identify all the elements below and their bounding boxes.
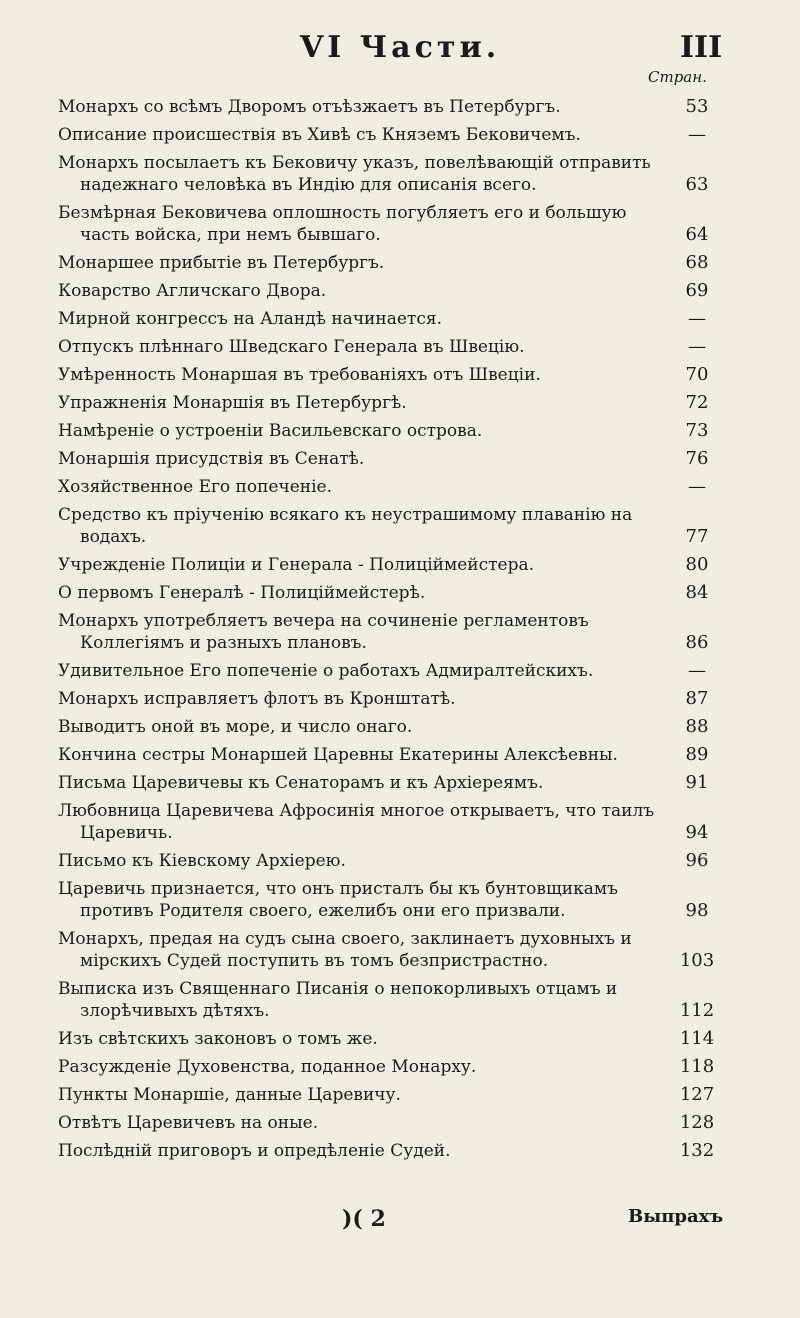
catchword: Выпрахъ xyxy=(628,1206,724,1227)
toc-entry-title: Письмо къ Кіевскому Архіерею. xyxy=(58,851,346,871)
toc-entry xyxy=(58,152,720,196)
toc-entry-page: 73 xyxy=(685,420,709,441)
toc-entry xyxy=(58,124,720,146)
toc-entry-page: 69 xyxy=(685,280,709,301)
toc-entry-title: Средство къ пріученію всякаго къ неустрашимому плаванію на водахъ. xyxy=(58,505,633,547)
toc-entry-title: Пункты Монаршіе, данные Царевичу. xyxy=(58,1085,401,1105)
toc-entry-page: 114 xyxy=(679,1028,715,1049)
toc-entry-page: 63 xyxy=(685,174,709,195)
toc-entry-page: 89 xyxy=(685,744,709,765)
toc-entry-title: Монархъ исправляетъ флотъ въ Кронштатѣ. xyxy=(58,689,456,709)
toc-entry-title: Удивительное Его попеченіе о работахъ Адмиралтейскихъ. xyxy=(58,661,594,681)
toc-entry xyxy=(58,554,720,576)
toc-entry-title: Письма Царевичевы къ Сенаторамъ и къ Архіереямъ. xyxy=(58,773,544,793)
toc-entry xyxy=(58,1056,720,1078)
page-number: III xyxy=(680,30,723,65)
toc-entry xyxy=(58,1084,720,1106)
toc-entry-page: 70 xyxy=(685,364,709,385)
toc-entry xyxy=(58,448,720,470)
toc-entry-title: Кончина сестры Монаршей Царевны Екатерины Алексѣевны. xyxy=(58,745,618,765)
toc-entry-title: Монархъ, предая на судъ сына своего, заклинаетъ духовныхъ и мірскихъ Судей поступить въ томъ безпристрастно. xyxy=(58,929,632,971)
toc-entry-page: 53 xyxy=(685,96,709,117)
toc-entry xyxy=(58,688,720,710)
toc-entry xyxy=(58,252,720,274)
toc-entry xyxy=(58,336,720,358)
toc-entry xyxy=(58,978,720,1022)
toc-entry xyxy=(58,392,720,414)
table-of-contents xyxy=(58,96,720,1168)
toc-entry-page: 76 xyxy=(685,448,709,469)
toc-entry xyxy=(58,1140,720,1162)
toc-entry-title: Хозяйственное Его попеченіе. xyxy=(58,477,333,497)
toc-entry xyxy=(58,582,720,604)
toc-entry-page: 128 xyxy=(679,1112,715,1133)
toc-entry-page: 80 xyxy=(685,554,709,575)
toc-entry xyxy=(58,1112,720,1134)
toc-entry-title: О первомъ Генералѣ - Полиціймейстерѣ. xyxy=(58,583,426,603)
toc-entry-page: 98 xyxy=(685,900,709,921)
toc-entry-page: 91 xyxy=(685,772,709,793)
toc-entry xyxy=(58,800,720,844)
toc-entry xyxy=(58,364,720,386)
toc-entry-title: Монаршее прибытіе въ Петербургъ. xyxy=(58,253,385,273)
page-column-header: Стран. xyxy=(648,68,707,86)
toc-entry-title: Послѣдній приговоръ и опредѣленіе Судей. xyxy=(58,1141,451,1161)
toc-entry-title: Любовница Царевичева Афросинія многое открываетъ, что таилъ Царевичь. xyxy=(58,801,655,843)
toc-entry-page: 118 xyxy=(679,1056,715,1077)
toc-entry-page: 127 xyxy=(679,1084,715,1105)
toc-entry-page: 96 xyxy=(685,850,709,871)
toc-entry-page: 77 xyxy=(685,526,709,547)
toc-entry-title: Монархъ со всѣмъ Дворомъ отъѣзжаетъ въ Петербургъ. xyxy=(58,97,561,117)
toc-entry xyxy=(58,420,720,442)
toc-entry-page: — xyxy=(688,124,706,145)
toc-entry xyxy=(58,850,720,872)
toc-entry-page: — xyxy=(688,476,706,497)
toc-entry-title: Описание происшествія въ Хивѣ съ Княземъ Бековичемъ. xyxy=(58,125,581,145)
toc-entry xyxy=(58,1028,720,1050)
toc-entry-page: 103 xyxy=(679,950,715,971)
toc-entry-page: 88 xyxy=(685,716,709,737)
toc-entry-page: — xyxy=(688,336,706,357)
toc-entry xyxy=(58,878,720,922)
toc-entry-page: 86 xyxy=(685,632,709,653)
toc-entry-title: Безмѣрная Бековичева оплошность погубляетъ его и большую часть войска, при немъ бывшаго. xyxy=(58,203,627,245)
toc-entry-title: Учрежденіе Полиціи и Генерала - Полиціймейстера. xyxy=(58,555,535,575)
toc-entry xyxy=(58,610,720,654)
toc-entry-title: Царевичь признается, что онъ присталъ бы къ бунтовщикамъ противъ Родителя своего, ежелибъ они его призвали. xyxy=(58,879,618,921)
toc-entry-title: Выводитъ оной въ море, и число онаго. xyxy=(58,717,413,737)
toc-entry-page: 94 xyxy=(685,822,709,843)
toc-entry-page: 64 xyxy=(685,224,709,245)
toc-entry-page: — xyxy=(688,308,706,329)
toc-entry-page: 68 xyxy=(685,252,709,273)
toc-entry-title: Монархъ посылаетъ къ Бековичу указъ, повелѣвающій отправить надежнаго человѣка въ Индію для описанія всего. xyxy=(58,153,651,195)
toc-entry xyxy=(58,96,720,118)
toc-entry-title: Отвѣтъ Царевичевъ на оные. xyxy=(58,1113,319,1133)
toc-entry xyxy=(58,772,720,794)
toc-entry-title: Упражненія Монаршія въ Петербургѣ. xyxy=(58,393,407,413)
toc-entry-title: Монаршія присудствія въ Сенатѣ. xyxy=(58,449,365,469)
running-title: VI Части. xyxy=(300,30,501,65)
toc-entry-page: 72 xyxy=(685,392,709,413)
toc-entry-title: Мирной конгрессъ на Аландѣ начинается. xyxy=(58,309,442,329)
toc-entry xyxy=(58,476,720,498)
toc-entry-title: Разсужденіе Духовенства, поданное Монарху. xyxy=(58,1057,477,1077)
toc-entry-title: Монархъ употребляетъ вечера на сочиненіе регламентовъ Коллегіямъ и разныхъ плановъ. xyxy=(58,611,589,653)
toc-entry-page: — xyxy=(688,660,706,681)
toc-entry xyxy=(58,280,720,302)
toc-entry xyxy=(58,202,720,246)
toc-entry-title: Коварство Агличскаго Двора. xyxy=(58,281,327,301)
page-footer xyxy=(0,1206,800,1236)
toc-entry-title: Умѣренность Монаршая въ требованіяхъ отъ Швеціи. xyxy=(58,365,541,385)
toc-entry xyxy=(58,308,720,330)
toc-entry xyxy=(58,716,720,738)
toc-entry xyxy=(58,744,720,766)
toc-entry-page: 87 xyxy=(685,688,709,709)
toc-entry xyxy=(58,504,720,548)
toc-entry-title: Изъ свѣтскихъ законовъ о томъ же. xyxy=(58,1029,378,1049)
toc-entry-page: 84 xyxy=(685,582,709,603)
toc-entry xyxy=(58,928,720,972)
signature-mark: )( 2 xyxy=(342,1206,386,1232)
toc-entry xyxy=(58,660,720,682)
toc-entry-title: Выписка изъ Священнаго Писанія о непокорливыхъ отцамъ и злорѣчивыхъ дѣтяхъ. xyxy=(58,979,618,1021)
toc-entry-title: Намѣреніе о устроеніи Васильевскаго острова. xyxy=(58,421,483,441)
toc-entry-page: 112 xyxy=(679,1000,715,1021)
toc-entry-page: 132 xyxy=(679,1140,715,1161)
toc-entry-title: Отпускъ плѣннаго Шведскаго Генерала въ Швецію. xyxy=(58,337,525,357)
